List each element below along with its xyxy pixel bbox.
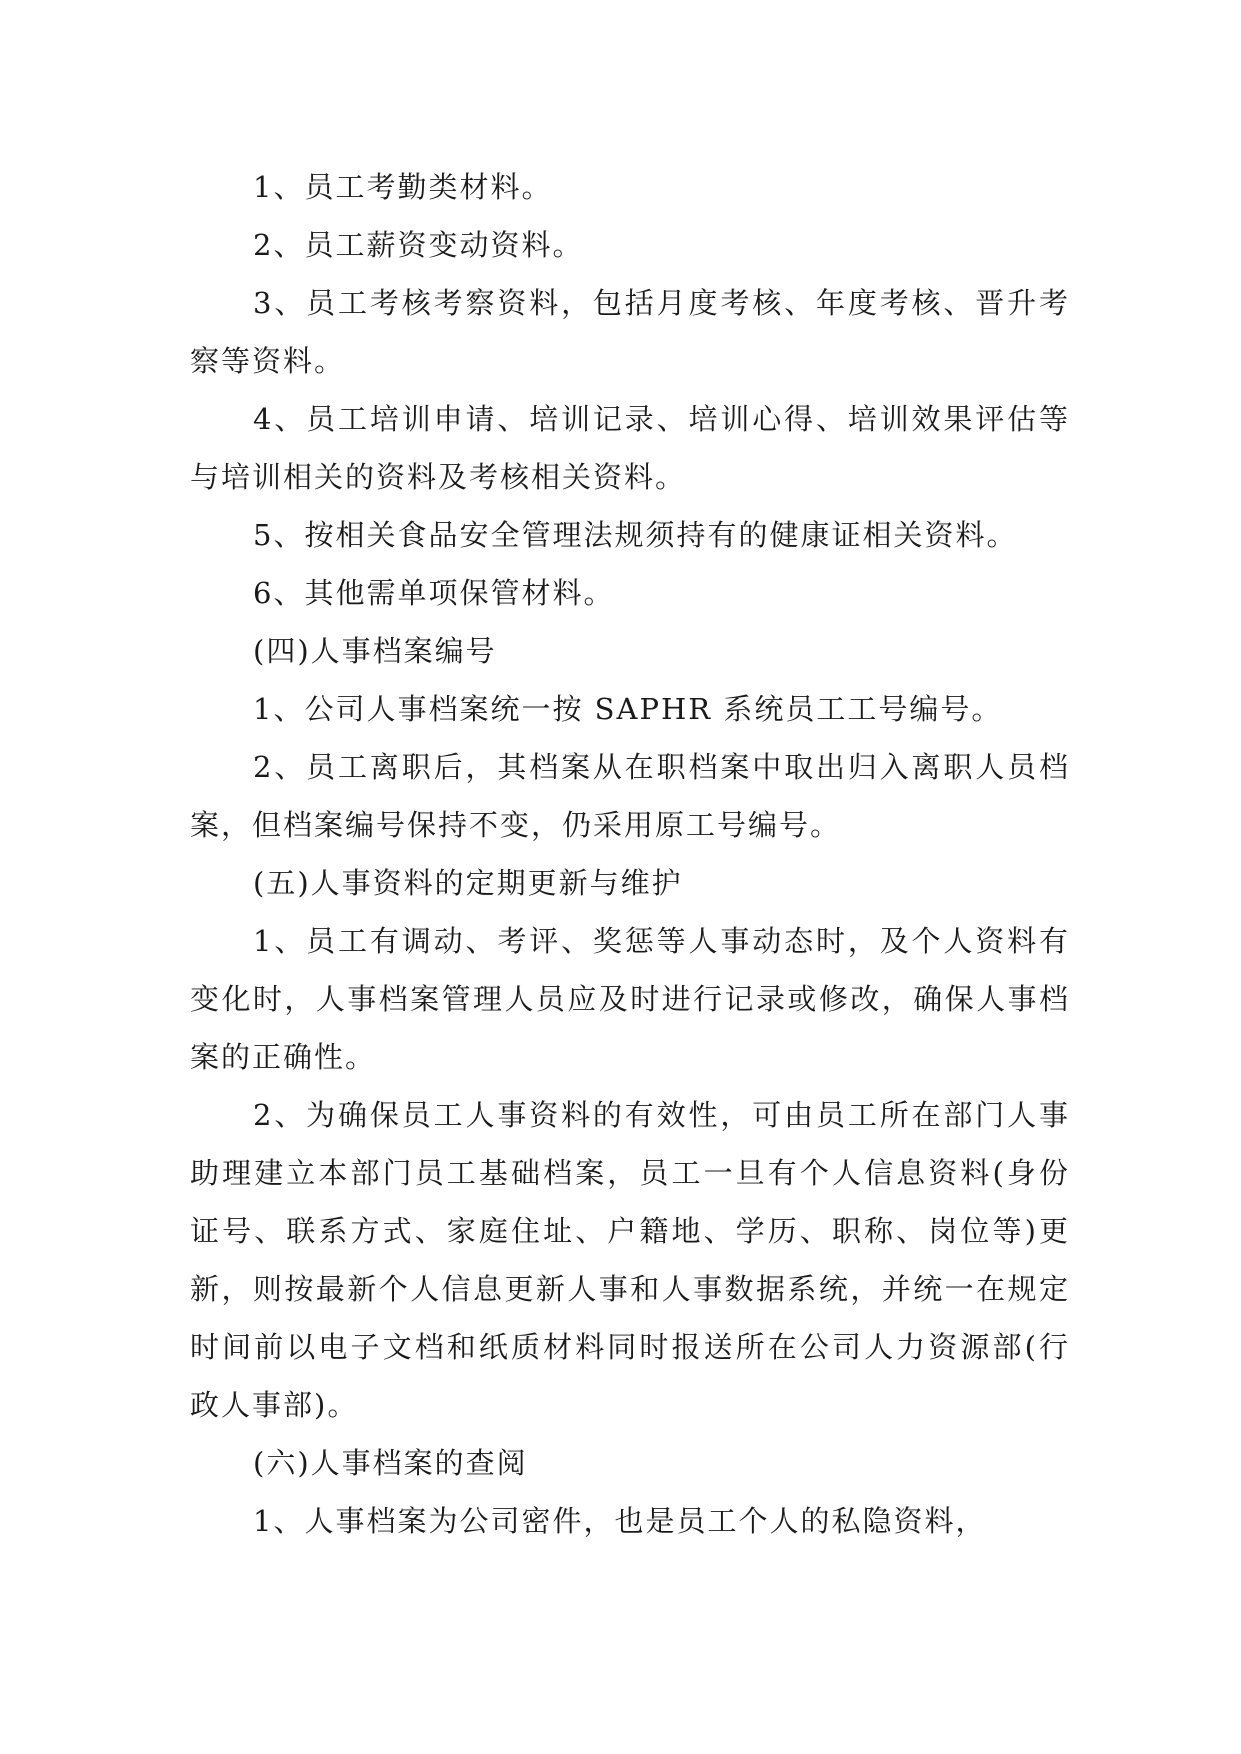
section-heading-update-maintenance: (五)人事资料的定期更新与维护 — [253, 866, 683, 900]
section-heading-numbering: (四)人事档案编号 — [253, 634, 497, 668]
paragraph-health-certificate: 5、按相关食品安全管理法规须持有的健康证相关资料。 — [253, 518, 1018, 552]
section-heading-archive-access: (六)人事档案的查阅 — [253, 1446, 528, 1480]
paragraph-other-materials: 6、其他需单项保管材料。 — [253, 576, 615, 610]
paragraph-resignation-archive: 2、员工离职后，其档案从在职档案中取出归入离职人员档案，但档案编号保持不变，仍采用原工号编号。 — [190, 750, 1070, 842]
paragraph-training: 4、员工培训申请、培训记录、培训心得、培训效果评估等与培训相关的资料及考核相关资料。 — [190, 402, 1070, 494]
paragraph-dynamic-update: 1、员工有调动、考评、奖惩等人事动态时，及个人资料有变化时，人事档案管理人员应及时进行记录或修改，确保人事档案的正确性。 — [190, 924, 1070, 1074]
document-body — [190, 158, 1070, 1550]
paragraph-salary: 2、员工薪资变动资料。 — [253, 228, 584, 262]
paragraph-numbering-rule: 1、公司人事档案统一按 SAPHR 系统员工工号编号。 — [253, 692, 1003, 726]
paragraph-attendance: 1、员工考勤类材料。 — [253, 170, 553, 204]
paragraph-confidential: 1、人事档案为公司密件，也是员工个人的私隐资料， — [253, 1504, 987, 1538]
paragraph-data-validity: 2、为确保员工人事资料的有效性，可由员工所在部门人事助理建立本部门员工基础档案，员工一旦有个人信息资料(身份证号、联系方式、家庭住址、户籍地、学历、职称、岗位等)更新，则按最新个人信息更新人事和人事数据系统，并统一在规定时间前以电子文档和纸质材料同时报送所在公司人力资源部(行政人事部)。 — [190, 1098, 1070, 1422]
paragraph-assessment: 3、员工考核考察资料，包括月度考核、年度考核、晋升考察等资料。 — [190, 286, 1070, 378]
